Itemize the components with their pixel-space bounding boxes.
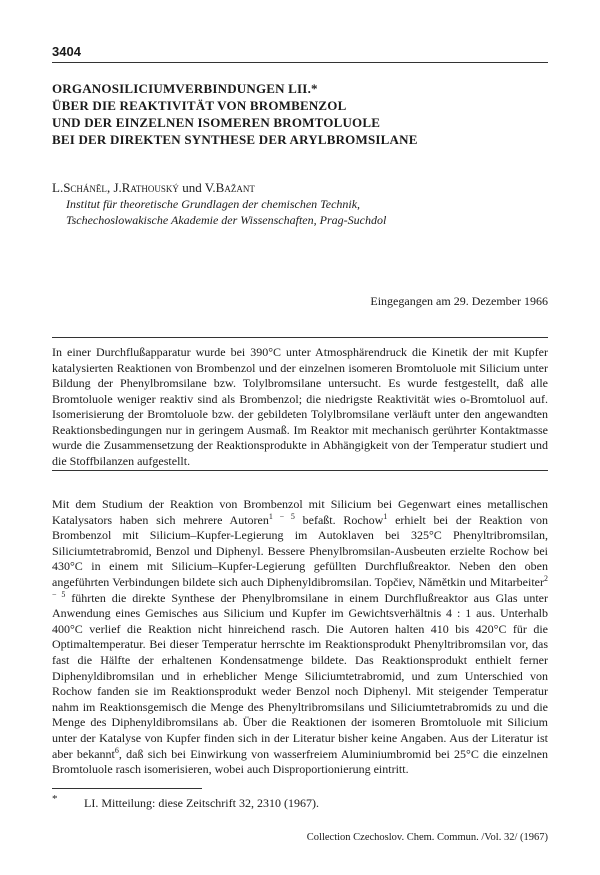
- received-date: Eingegangen am 29. Dezember 1966: [370, 294, 548, 308]
- footnote-text: LI. Mitteilung: diese Zeitschrift 32, 2310 (1967).: [84, 796, 319, 810]
- page-number: 3404: [52, 44, 81, 59]
- affiliation-line-1: Institut für theoretische Grundlagen der chemischen Technik,: [66, 197, 361, 211]
- affiliation-line-2: Tschechoslowakische Akademie der Wissenschaften, Prag-Suchdol: [66, 213, 387, 227]
- title-line-4: BEI DER DIREKTEN SYNTHESE DER ARYLBROMSILANE: [52, 132, 418, 147]
- body-paragraph: [52, 497, 548, 778]
- journal-footer: Collection Czechoslov. Chem. Commun. /Vol. 32/ (1967): [306, 832, 548, 843]
- footnote-rule: [52, 788, 202, 789]
- author-3-name: Bažant: [215, 180, 255, 195]
- abstract: In einer Durchflußapparatur wurde bei 390°C unter Atmosphärendruck die Kinetik der mit Kupfer katalysierten Reaktionen von Brombenzol und der einzelnen isomeren Bromtoluole mit Silicium unter Bildung der Phenylbromsilane bzw. Tolylbromsilane untersucht. Es wurde festgestellt, daß alle Bromtoluole weniger reaktiv sind als Brombenzol; die niedrigste Reaktivität wies o-Bromtoluol auf. Isomerisierung der Bromtoluole bzw. der gebildeten Tolylbromsilane verläuft unter den angewandten Reaktionsbedingungen nur in geringem Ausmaß. Im Reaktor mit mechanisch gerührter Kontaktmasse wurde die Zusammensetzung der Reaktionsprodukte in Abhängigkeit von der Temperatur studiert und die Stoffbilanzen aufgestellt.: [52, 345, 548, 468]
- citation-ref: 1: [383, 511, 388, 521]
- body-text-segment: Mit dem Studium der Reaktion von Brombenzol mit Silicium bei Gegenwart eines metallischen Katalysators haben sich mehrere Autoren: [52, 497, 548, 527]
- citation-ref: 2 − 5: [52, 573, 548, 599]
- author-1-initial: L.: [52, 180, 64, 195]
- body-text-segment: , daß sich bei Einwirkung von wasserfreiem Aluminiumbromid bei 25°C die einzelnen Bromtoluole rasch isomerisieren, wobei auch Disproportionierung eintritt.: [52, 746, 548, 777]
- footnote-mark: *: [52, 793, 58, 805]
- author-2-name: Rathouský: [121, 180, 179, 195]
- body-text-segment: erhielt bei der Reaktion von Brombenzol mit Silicium–Kupfer-Legierung im Autoklaven bei 325°C Phenyltribromsilan, Siliciumtetrabromid, Benzol und Diphenyl. Bessere Phenylbromsilan-Ausbeuten erzielte Rochow bei 430°C in einem mit Silicium–Kupfer-Legierung gefüllten Durchflußreaktor. Neben den oben angeführten Verbindungen bildete sich auch Diphenyldibromsilan. Topčiev, Nămětkin und Mitarbeiter: [52, 512, 549, 589]
- author-separator: und V.: [178, 180, 216, 195]
- article-title: [52, 80, 552, 148]
- author-separator: , J.: [106, 180, 122, 195]
- title-line-3: UND DER EINZELNEN ISOMEREN BROMTOLUOLE: [52, 115, 381, 130]
- body-text-segment: führten die direkte Synthese der Phenylbromsilane in einem Durchflußreaktor aus Glas unter Anwendung eines Gemisches aus Silicium und Kupfer im Gewichtsverhältnis 4 : 1 aus. Unterhalb 400°C verlief die Reaktion nicht hinreichend rasch. Die Autoren halten 410 bis 420°C für die Optimaltemperatur. Bei dieser Temperatur herrschte im Reaktionsprodukt Phenyltribromsilan vor, das fast die Hälfte der erhaltenen Kondensatmenge bildete. Das Reaktionsprodukt enthielt ferner Diphenyldibromsilan und in erheblicher Menge Siliciumtetrabromid, und zum Unterschied von Rochow fanden sie im Reaktionsprodukt weder Benzol noch Diphenyl. Mit steigender Temperatur nahm im Reaktionsgemisch die Menge des Phenyltribromsilans und Siliciumtetrabromids zu und die Menge des Diphenyldibromsilans ab. Über die Reaktionen der isomeren Bromtoluole mit Silicium unter der Katalyse von Kupfer finden sich in der Literatur bisher keine Angaben. Aus der Literatur ist aber bekannt: [52, 590, 548, 761]
- abstract-rule-bottom: [52, 470, 548, 471]
- authors: [52, 180, 255, 196]
- footnote: [52, 793, 319, 811]
- body-text-segment: befaßt. Rochow: [294, 512, 384, 527]
- citation-ref: 6: [114, 745, 119, 755]
- title-line-2: ÜBER DIE REAKTIVITÄT VON BROMBENZOL: [52, 98, 347, 113]
- header-rule: [52, 62, 548, 63]
- abstract-rule-top: [52, 337, 548, 338]
- title-line-1: ORGANOSILICIUMVERBINDUNGEN LII.*: [52, 81, 318, 96]
- citation-ref: 1 − 5: [268, 511, 295, 521]
- affiliation: [66, 196, 386, 228]
- author-1-name: Schánĕl: [63, 180, 107, 195]
